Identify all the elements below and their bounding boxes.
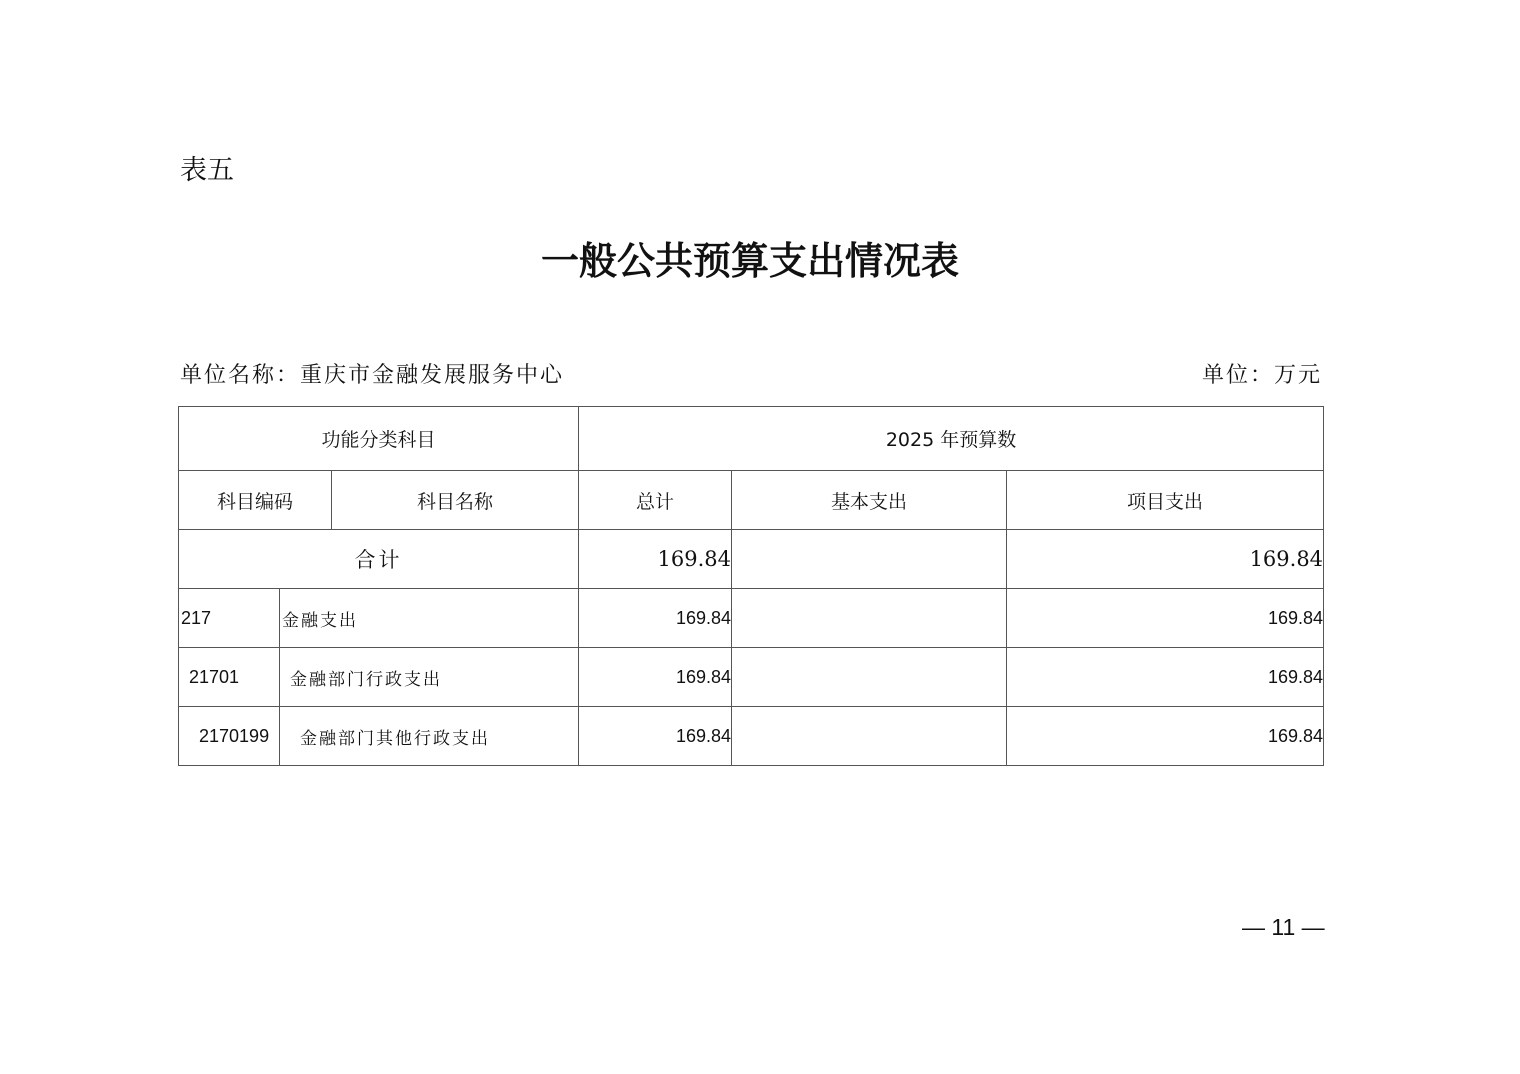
row-basic xyxy=(732,707,1007,766)
document-title: 一般公共预算支出情况表 xyxy=(540,238,959,283)
budget-table xyxy=(178,406,1324,766)
unit-name: 单位名称：重庆市金融发展服务中心 xyxy=(180,363,565,388)
table-row xyxy=(179,589,1324,648)
row-basic xyxy=(732,589,1007,648)
table-row xyxy=(179,707,1324,766)
total-label: 合计 xyxy=(179,530,579,589)
project-column-header: 项目支出 xyxy=(1007,471,1324,530)
table-label: 表五 xyxy=(180,155,234,186)
column-header-row xyxy=(179,471,1324,530)
table-row xyxy=(179,648,1324,707)
total-basic xyxy=(732,530,1007,589)
row-total: 169.84 xyxy=(579,707,732,766)
page-number: — 11 — xyxy=(1242,914,1325,940)
row-code: 2170199 xyxy=(179,707,280,766)
row-project: 169.84 xyxy=(1007,589,1324,648)
row-project: 169.84 xyxy=(1007,707,1324,766)
total-project: 169.84 xyxy=(1007,530,1324,589)
budget-year-header: 2025 年预算数 xyxy=(579,407,1324,471)
basic-column-header: 基本支出 xyxy=(732,471,1007,530)
row-name: 金融部门行政支出 xyxy=(280,648,579,707)
total-amount: 169.84 xyxy=(579,530,732,589)
code-column-header: 科目编码 xyxy=(179,471,332,530)
row-basic xyxy=(732,648,1007,707)
row-name: 金融部门其他行政支出 xyxy=(280,707,579,766)
group-header-row xyxy=(179,407,1324,471)
row-project: 169.84 xyxy=(1007,648,1324,707)
row-total: 169.84 xyxy=(579,589,732,648)
total-row xyxy=(179,530,1324,589)
currency-unit: 单位：万元 xyxy=(1201,363,1322,388)
row-code: 21701 xyxy=(179,648,280,707)
row-name: 金融支出 xyxy=(280,589,579,648)
row-total: 169.84 xyxy=(579,648,732,707)
functional-category-header: 功能分类科目 xyxy=(179,407,579,471)
name-column-header: 科目名称 xyxy=(332,471,579,530)
row-code: 217 xyxy=(179,589,280,648)
total-column-header: 总计 xyxy=(579,471,732,530)
